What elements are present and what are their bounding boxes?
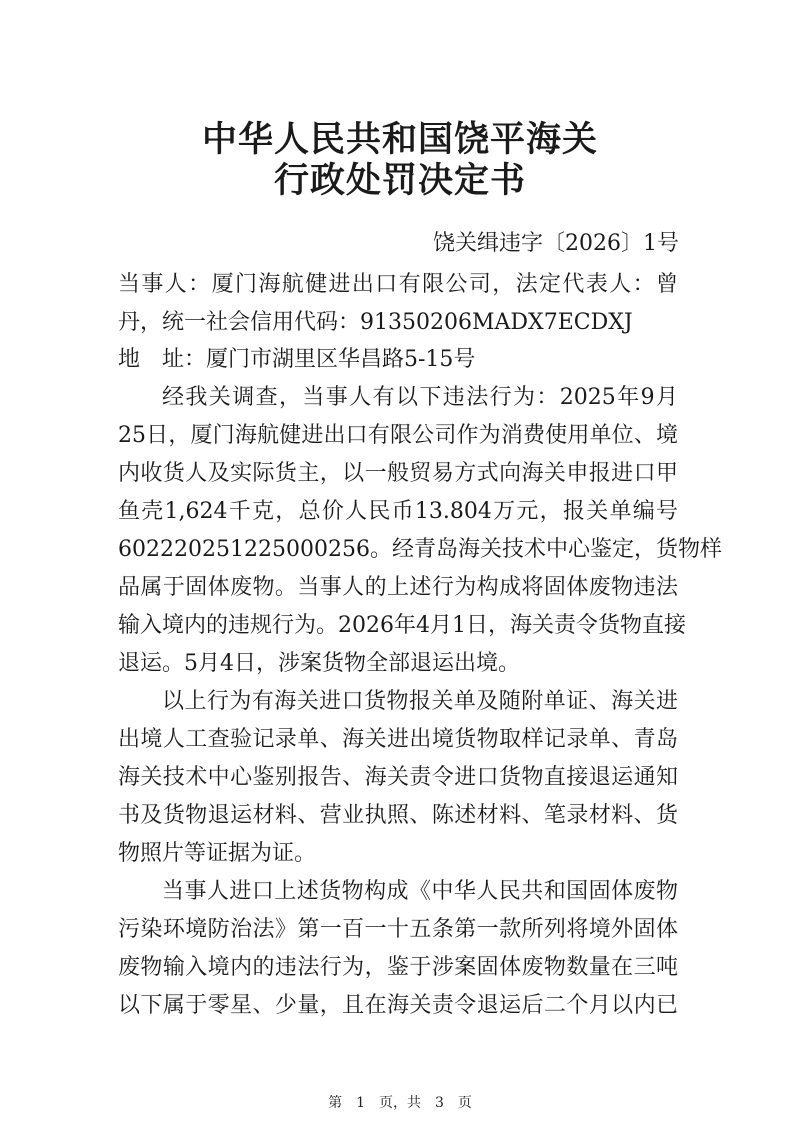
party-line: 丹，统一社会信用代码：91350206MADX7ECDXJ bbox=[118, 310, 633, 335]
body-line: 以上行为有海关进口货物报关单及随附单证、海关进 bbox=[162, 689, 678, 714]
body-line: 物照片等证据为证。 bbox=[118, 841, 317, 866]
body-line: 鱼壳1,624千克，总价人民币13.804万元，报关单编号 bbox=[118, 499, 678, 524]
document-title-line-1: 中华人民共和国饶平海关 bbox=[201, 119, 598, 160]
body-line: 以下属于零星、少量，且在海关责令退运后二个月以内已 bbox=[118, 993, 678, 1018]
document-number: 饶关缉违字〔2026〕1号 bbox=[433, 231, 679, 256]
body-line: 海关技术中心鉴别报告、海关责令进口货物直接退运通知 bbox=[118, 765, 678, 790]
body-line: 当事人进口上述货物构成《中华人民共和国固体废物 bbox=[162, 879, 678, 904]
body-line: 内收货人及实际货主，以一般贸易方式向海关申报进口甲 bbox=[118, 461, 678, 486]
body-line: 污染环境防治法》第一百一十五条第一款所列将境外固体 bbox=[118, 917, 678, 942]
body-line: 退运。5月4日，涉案货物全部退运出境。 bbox=[118, 651, 520, 676]
body-line: 经我关调查，当事人有以下违法行为：2025年9月 bbox=[162, 385, 678, 410]
body-line: 602220251225000256。经青岛海关技术中心鉴定，货物样 bbox=[118, 537, 722, 562]
body-line: 出境人工查验记录单、海关进出境货物取样记录单、青岛 bbox=[118, 727, 678, 752]
document-title-line-2: 行政处罚决定书 bbox=[273, 160, 526, 201]
party-line: 当事人：厦门海航健进出口有限公司，法定代表人：曾 bbox=[118, 272, 678, 297]
body-line: 输入境内的违规行为。2026年4月1日，海关责令货物直接 bbox=[118, 613, 686, 638]
page-footer: 第 1 页，共 3 页 bbox=[328, 1095, 472, 1111]
body-line: 25日，厦门海航健进出口有限公司作为消费使用单位、境 bbox=[118, 423, 678, 448]
body-line: 品属于固体废物。当事人的上述行为构成将固体废物违法 bbox=[118, 575, 678, 600]
body-line: 废物输入境内的违法行为，鉴于涉案固体废物数量在三吨 bbox=[118, 955, 678, 980]
address-line: 地 址：厦门市湖里区华昌路5-15号 bbox=[118, 347, 476, 372]
body-line: 书及货物退运材料、营业执照、陈述材料、笔录材料、货 bbox=[118, 803, 678, 828]
